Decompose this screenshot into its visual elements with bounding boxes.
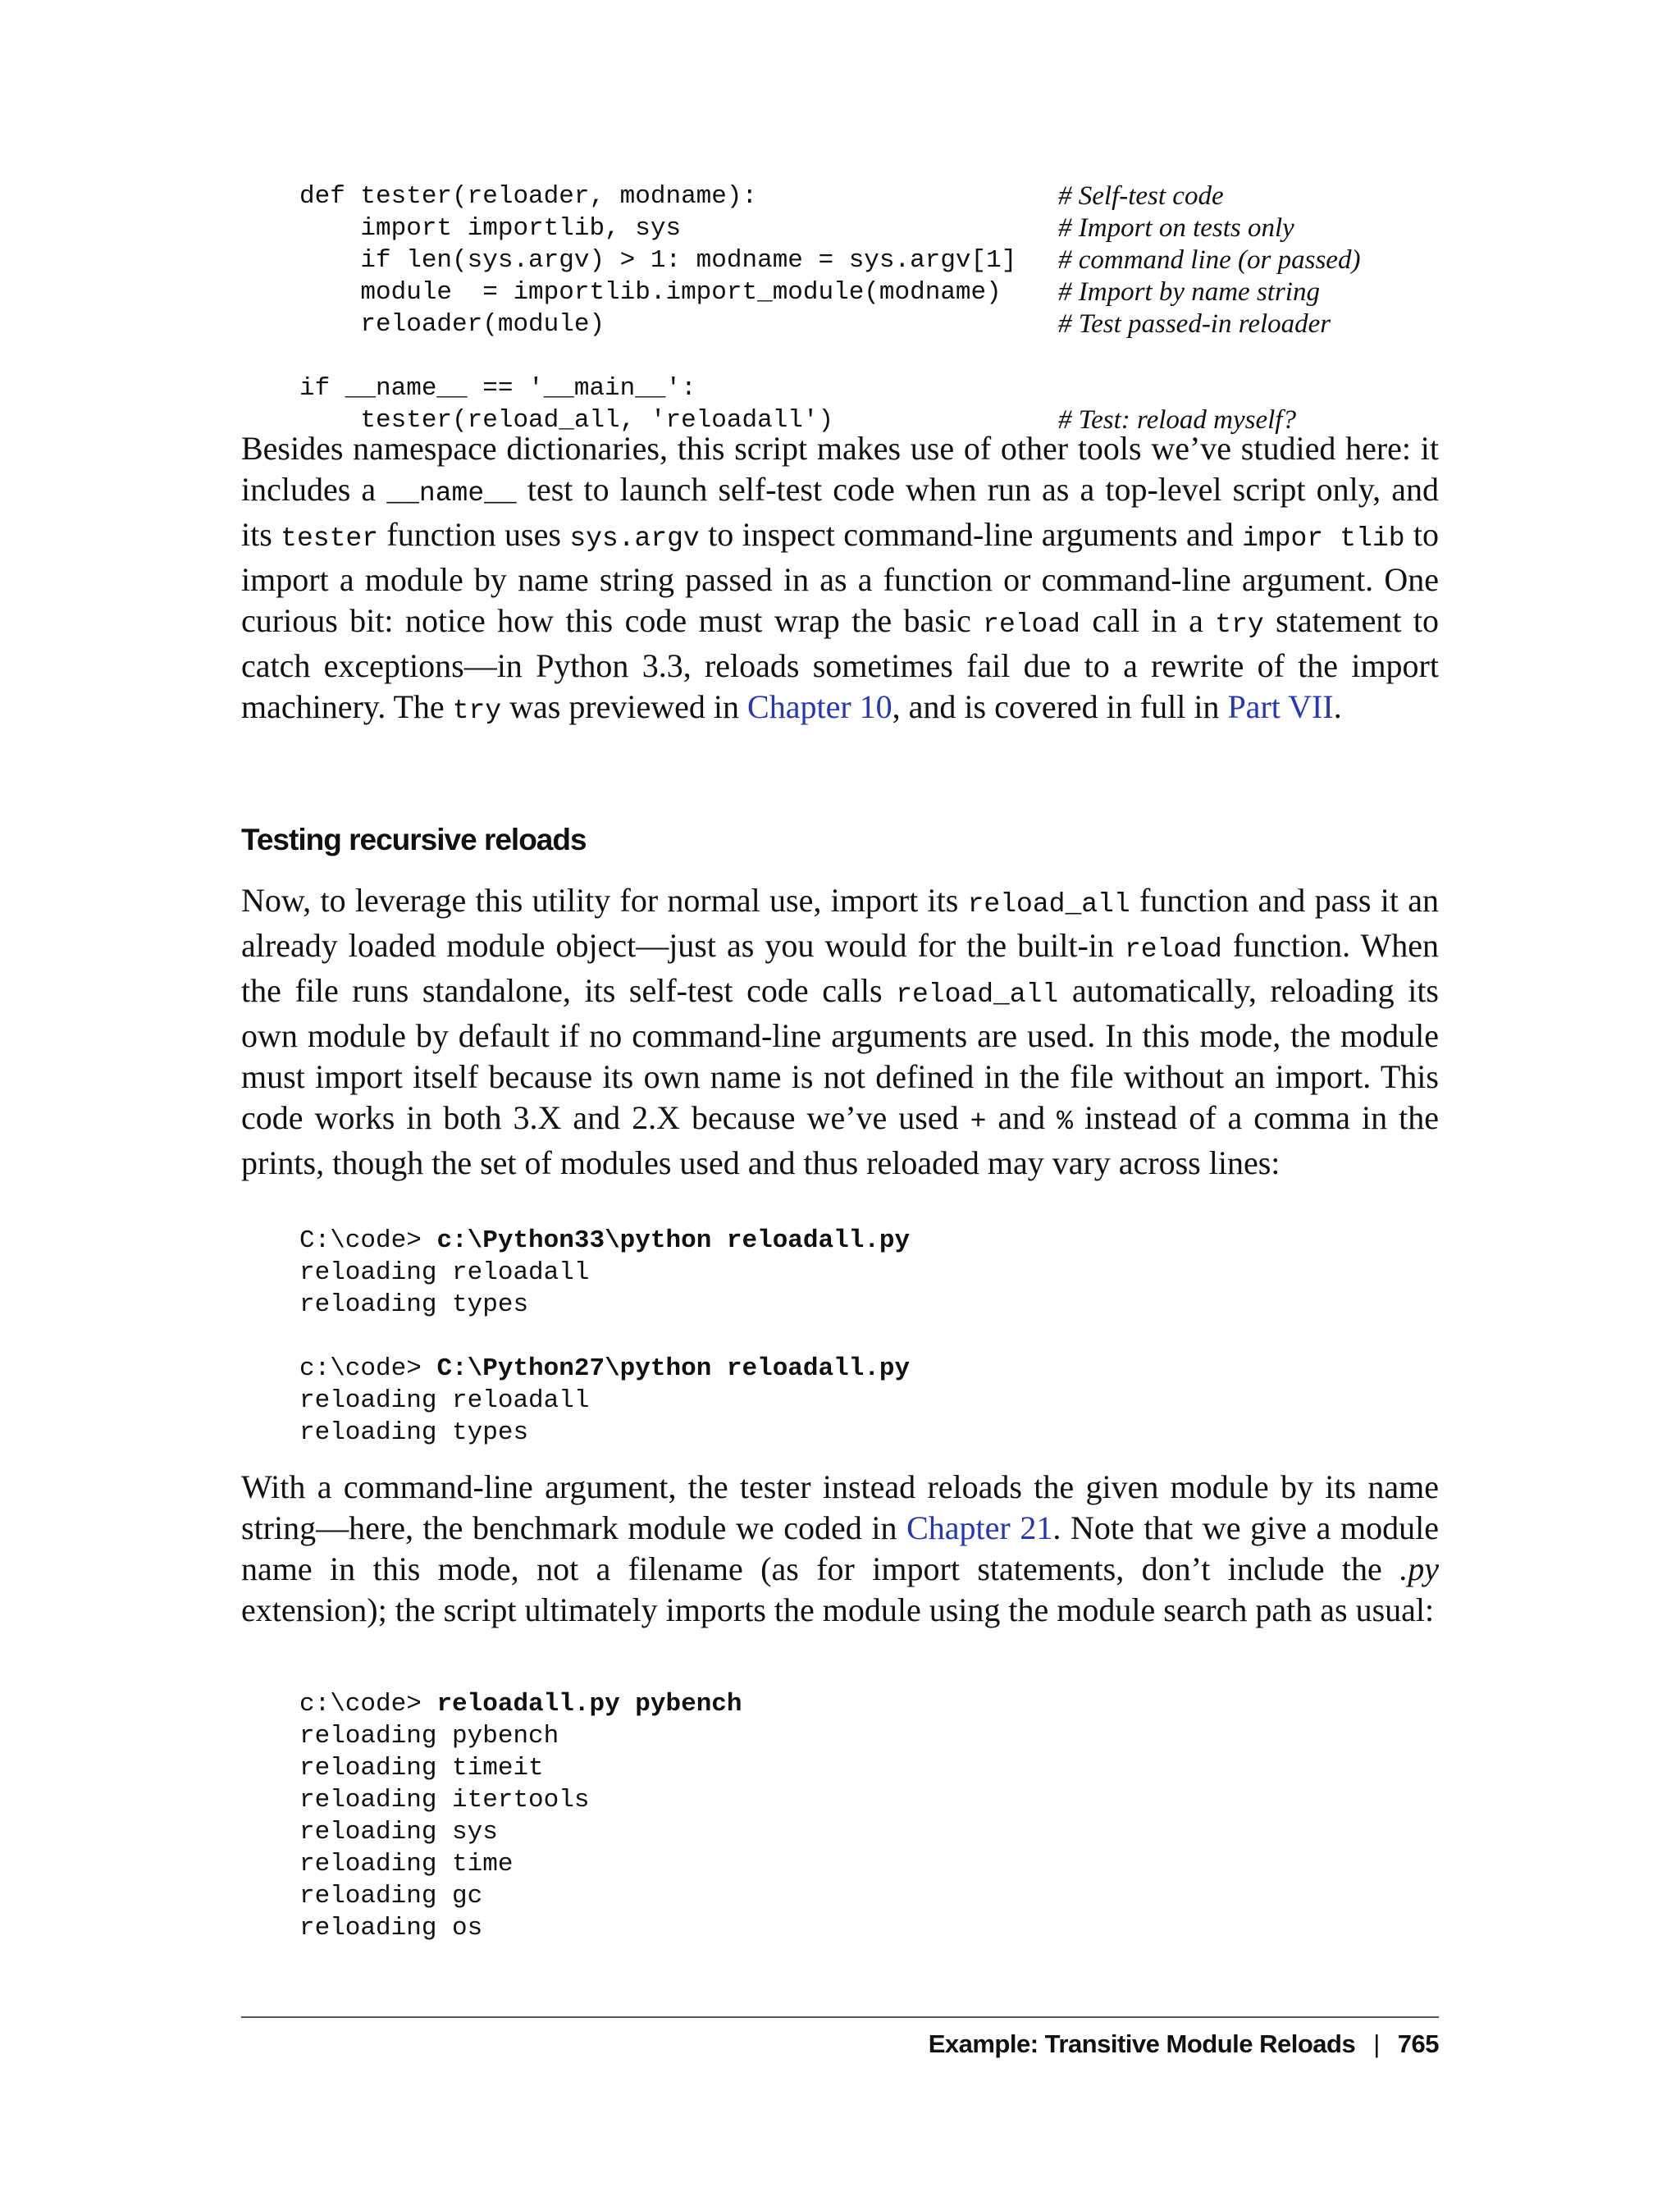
paragraph-leverage-utility <box>241 880 1439 1184</box>
inline-code: sys.argv <box>569 523 700 554</box>
code-block-tester <box>299 180 1361 436</box>
code-line <box>299 1752 742 1784</box>
code-text: import importlib, sys <box>299 214 682 243</box>
code-comment: # Test passed-in reloader <box>1058 309 1331 339</box>
text: to inspect command-line arguments and <box>699 516 1243 553</box>
text: call in a <box>1080 602 1216 639</box>
code-command: c:\Python33\python reloadall.py <box>436 1226 911 1255</box>
code-line <box>299 244 1361 276</box>
code-output: reloading time <box>299 1850 514 1879</box>
text: With a command-line argument, the tester instead reloads the given module by its name string—here, the benchmark module we coded in <box>241 1468 1439 1546</box>
part-vii-link[interactable]: Part VII <box>1227 688 1334 725</box>
footer-divider <box>241 2016 1439 2018</box>
text: , and is covered in full in <box>892 688 1228 725</box>
code-output: reloading os <box>299 1914 483 1942</box>
section-heading: Testing recursive reloads <box>241 823 587 856</box>
code-line <box>299 1816 742 1848</box>
code-output: reloading timeit <box>299 1754 544 1783</box>
inline-code: + <box>970 1107 987 1137</box>
inline-code: try <box>452 696 502 726</box>
code-output: reloading itertools <box>299 1786 590 1815</box>
text: function. When the file runs standalone, its self-test code calls <box>241 927 1439 1009</box>
code-line <box>299 1385 910 1417</box>
text: function and pass it an already loaded module object—just as you would for the built-in <box>241 882 1439 964</box>
code-output: reloading reloadall <box>299 1386 590 1415</box>
footer-section-title: Example: Transitive Module Reloads <box>928 2029 1356 2058</box>
code-text: module = importlib.import_module(modname) <box>299 278 1002 307</box>
text: was previewed in <box>501 688 748 725</box>
paragraph-command-line-argument <box>241 1467 1439 1631</box>
code-comment: # command line (or passed) <box>1058 245 1361 275</box>
inline-code: try <box>1215 609 1264 640</box>
code-output: reloading reloadall <box>299 1258 590 1287</box>
code-line <box>299 1289 910 1321</box>
code-line <box>299 372 1016 404</box>
code-command: C:\Python27\python reloadall.py <box>436 1354 911 1383</box>
code-line <box>299 1912 742 1944</box>
inline-code: reload <box>1124 934 1222 965</box>
code-output: reloading types <box>299 1290 529 1319</box>
text: Now, to leverage this utility for normal use, import its <box>241 882 968 919</box>
page-number: 765 <box>1397 2029 1439 2058</box>
inline-code: reload_all <box>967 889 1130 920</box>
code-text: if len(sys.argv) > 1: modname = sys.argv[1] <box>299 246 1017 275</box>
text: automatically, reloading its own module by default if no command-line arguments are used. In this mode, the module must import itself because its own name is not defined in the file without an import. This code works in both 3.X and 2.X because we’ve used <box>241 972 1439 1136</box>
page-footer <box>929 2029 1439 2059</box>
text: function uses <box>378 516 570 553</box>
code-line-blank <box>299 1321 910 1353</box>
code-prompt: c:\code> <box>299 1354 437 1383</box>
code-line <box>299 1848 742 1880</box>
code-block-standalone-run <box>299 1225 910 1449</box>
chapter-10-link[interactable]: Chapter 10 <box>747 688 892 725</box>
text: Besides namespace dictionaries, this script makes use of other tools we’ve studied here: it includes a <box>241 430 1439 508</box>
code-text: if __name__ == '__main__': <box>299 374 696 403</box>
code-block-pybench-run <box>299 1688 742 1944</box>
text: statement to catch exceptions—in Python 3.3, reloads sometimes fail due to a rewrite of the import machinery. The <box>241 602 1439 725</box>
text: extension); the script ultimately imports the module using the module search path as usual: <box>241 1591 1435 1628</box>
text: to import a module by name string passed in as a function or command-line argument. One curious bit: notice how this code must wrap the basic <box>241 516 1439 639</box>
code-line <box>299 1417 910 1449</box>
code-command: reloadall.py pybench <box>436 1690 742 1719</box>
text: test to launch self-test code when run as a top-level script only, and its <box>241 471 1440 553</box>
code-line <box>299 276 1320 308</box>
code-comment: # Self-test code <box>1058 181 1224 211</box>
inline-code: __name__ <box>386 478 517 509</box>
code-comment: # Test: reload myself? <box>1058 405 1296 435</box>
inline-code: tester <box>281 523 378 554</box>
code-text: def tester(reloader, modname): <box>299 182 758 211</box>
code-comment: # Import by name string <box>1058 277 1320 307</box>
inline-code: % <box>1057 1107 1073 1137</box>
text: instead of a comma in the prints, though the set of modules used and thus reloaded may vary across lines: <box>241 1099 1439 1181</box>
code-line <box>299 1880 742 1912</box>
code-prompt: C:\code> <box>299 1226 437 1255</box>
chapter-21-link[interactable]: Chapter 21 <box>906 1509 1053 1546</box>
code-text: reloader(module) <box>299 310 605 339</box>
code-text: tester(reload_all, 'reloadall') <box>299 406 834 435</box>
code-line <box>299 1353 910 1385</box>
code-line <box>299 1784 742 1816</box>
code-output: reloading pybench <box>299 1722 559 1751</box>
code-line-blank <box>299 340 1016 372</box>
code-line <box>299 212 1294 244</box>
text: . <box>1333 688 1342 725</box>
italic-text: .py <box>1399 1550 1439 1587</box>
inline-code: impor tlib <box>1242 523 1405 554</box>
code-line <box>299 1688 742 1720</box>
code-line <box>299 1225 910 1257</box>
code-line <box>299 1257 910 1289</box>
code-output: reloading types <box>299 1418 529 1447</box>
text: . Note that we give a module name in this mode, not a filename (as for import statements, don’t include the <box>241 1509 1440 1587</box>
code-line <box>299 1720 742 1752</box>
paragraph-namespace-tools <box>241 428 1439 732</box>
code-comment: # Import on tests only <box>1058 213 1294 243</box>
footer-separator: | <box>1373 2029 1380 2058</box>
inline-code: reload <box>983 609 1080 640</box>
code-prompt: c:\code> <box>299 1690 437 1719</box>
code-line <box>299 308 1331 340</box>
text: and <box>986 1099 1057 1136</box>
code-output: reloading sys <box>299 1818 498 1847</box>
inline-code: reload_all <box>896 979 1059 1010</box>
code-line <box>299 180 1224 212</box>
code-output: reloading gc <box>299 1882 483 1911</box>
